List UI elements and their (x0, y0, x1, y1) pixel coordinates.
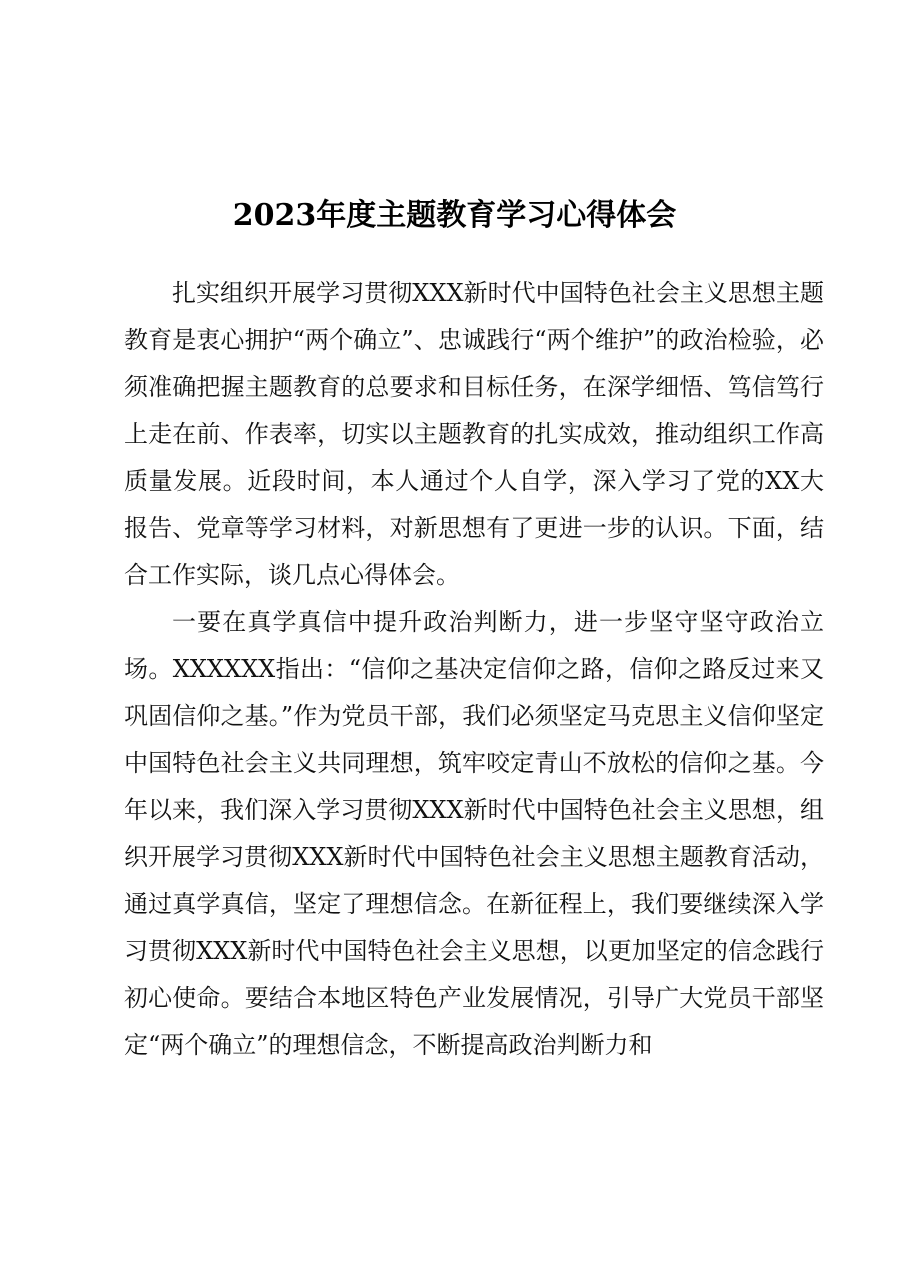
document-title: 2023年度主题教育学习心得体会 (232, 198, 677, 233)
document-body (124, 270, 824, 1069)
paragraph-point-one: 一要在真学真信中提升政治判断力，进一步坚守坚守政治立场。XXXXXX指出：“信仰之基决定信仰之路，信仰之路反过来又巩固信仰之基。”作为党员干部，我们必须坚定马克思主义信仰坚定中国特色社会主义共同理想，筑牢咬定青山不放松的信仰之基。今年以来，我们深入学习贯彻XXX新时代中国特色社会主义思想，组织开展学习贯彻XXX新时代中国特色社会主义思想主题教育活动，通过真学真信，坚定了理想信念。在新征程上，我们要继续深入学习贯彻XXX新时代中国特色社会主义思想，以更加坚定的信念践行初心使命。要结合本地区特色产业发展情况，引导广大党员干部坚定“两个确立”的理想信念，不断提高政治判断力和 (124, 608, 824, 1059)
paragraph-intro: 扎实组织开展学习贯彻XXX新时代中国特色社会主义思想主题教育是衷心拥护“两个确立”、忠诚践行“两个维护”的政治检验，必须准确把握主题教育的总要求和目标任务，在深学细悟、笃信笃行上走在前、作表率，切实以主题教育的扎实成效，推动组织工作高质量发展。近段时间，本人通过个人自学，深入学习了党的XX大报告、党章等学习材料，对新思想有了更进一步的认识。下面，结合工作实际，谈几点心得体会。 (124, 279, 824, 589)
